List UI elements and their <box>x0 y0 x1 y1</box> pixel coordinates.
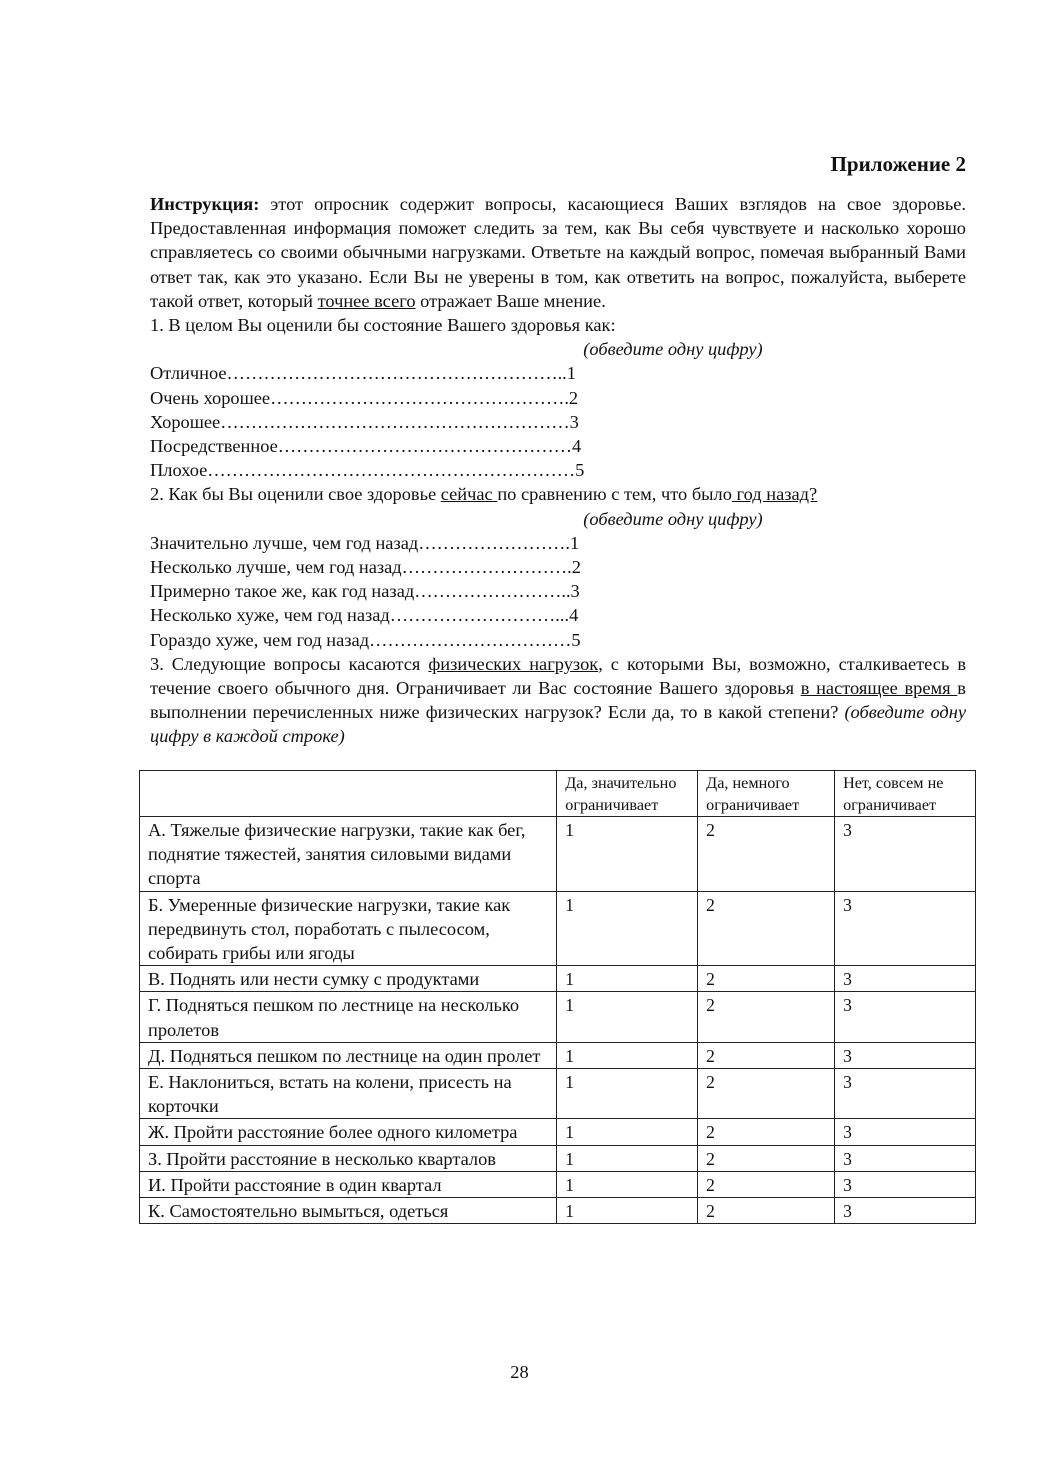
q1-option: Посредственное…………………………………………4 <box>150 436 582 457</box>
activity-label: Г. Подняться пешком по лестнице на несколько пролетов <box>140 992 557 1042</box>
q1-hint: (обведите одну цифру) <box>583 339 763 360</box>
header-yes-slightly: Да, немного ограничивает <box>698 771 835 817</box>
table-row <box>140 1069 976 1119</box>
answer-cell-2[interactable]: 2 <box>698 1171 835 1197</box>
q1-option: Очень хорошее………………………………………….2 <box>150 387 579 408</box>
activity-label: Б. Умеренные физические нагрузки, такие как передвинуть стол, поработать с пылесосом, собирать грибы или ягоды <box>140 891 557 966</box>
table-row <box>140 1198 976 1224</box>
activity-label: В. Поднять или нести сумку с продуктами <box>140 966 557 992</box>
q2-text-part: по сравнению с тем, что было <box>497 484 732 505</box>
answer-cell-1[interactable]: 1 <box>557 966 698 992</box>
table-row <box>140 966 976 992</box>
answer-cell-1[interactable]: 1 <box>557 1069 698 1119</box>
q2-option: Примерно такое же, как год назад……………………..3 <box>150 581 580 602</box>
table-row <box>140 992 976 1042</box>
activity-label: Е. Наклониться, встать на колени, присесть на корточки <box>140 1069 557 1119</box>
answer-cell-2[interactable]: 2 <box>698 1042 835 1068</box>
q3-text <box>150 652 966 749</box>
answer-cell-1[interactable]: 1 <box>557 891 698 966</box>
q1-option: Хорошее…………………………………………………3 <box>150 411 579 432</box>
q2-option: Значительно лучше, чем год назад…………………….1 <box>150 532 580 553</box>
table-header-row <box>140 771 976 817</box>
q3-text-part: 3. Следующие вопросы касаются <box>150 653 429 674</box>
header-no-not-at-all: Нет, совсем не ограничивает <box>835 771 976 817</box>
answer-cell-2[interactable]: 2 <box>698 992 835 1042</box>
answer-cell-1[interactable]: 1 <box>557 1171 698 1197</box>
instruction-text-2: отражает Ваше мнение. <box>415 290 606 311</box>
answer-cell-1[interactable]: 1 <box>557 1198 698 1224</box>
answer-cell-3[interactable]: 3 <box>835 817 976 892</box>
answer-cell-1[interactable]: 1 <box>557 992 698 1042</box>
answer-cell-1[interactable]: 1 <box>557 1145 698 1171</box>
header-activity <box>140 771 557 817</box>
activity-label: А. Тяжелые физические нагрузки, такие как бег, поднятие тяжестей, занятия силовыми видами спорта <box>140 817 557 892</box>
answer-cell-2[interactable]: 2 <box>698 1069 835 1119</box>
page-number: 28 <box>510 1362 529 1382</box>
instruction-label: Инструкция: <box>150 194 260 214</box>
activity-label: З. Пройти расстояние в несколько кварталов <box>140 1145 557 1171</box>
table-row <box>140 1119 976 1145</box>
q2-text <box>150 482 966 506</box>
answer-cell-2[interactable]: 2 <box>698 1198 835 1224</box>
activity-label: И. Пройти расстояние в один квартал <box>140 1171 557 1197</box>
q2-option: Несколько хуже, чем год назад………………………...4 <box>150 605 579 626</box>
instruction-underlined: точнее всего <box>317 290 416 311</box>
answer-cell-2[interactable]: 2 <box>698 817 835 892</box>
q3-underlined-present: в настоящее время <box>800 678 958 699</box>
table-row <box>140 891 976 966</box>
answer-cell-3[interactable]: 3 <box>835 1119 976 1145</box>
activity-label: Ж. Пройти расстояние более одного километра <box>140 1119 557 1145</box>
instruction-paragraph <box>150 192 966 313</box>
activity-limitation-table <box>139 770 976 1224</box>
answer-cell-2[interactable]: 2 <box>698 1119 835 1145</box>
answer-cell-3[interactable]: 3 <box>835 1171 976 1197</box>
activity-label: Д. Подняться пешком по лестнице на один пролет <box>140 1042 557 1068</box>
q2-option: Гораздо хуже, чем год назад……………………………5 <box>150 629 581 650</box>
table-row <box>140 1042 976 1068</box>
table-row <box>140 1145 976 1171</box>
q2-hint: (обведите одну цифру) <box>583 508 763 529</box>
answer-cell-3[interactable]: 3 <box>835 891 976 966</box>
q1-text: 1. В целом Вы оценили бы состояние Вашего здоровья как: <box>150 315 616 336</box>
q2-text-part: 2. Как бы Вы оценили свое здоровье <box>150 484 441 505</box>
activity-label: К. Самостоятельно вымыться, одеться <box>140 1198 557 1224</box>
appendix-title: Приложение 2 <box>830 152 966 176</box>
answer-cell-3[interactable]: 3 <box>835 966 976 992</box>
q2-underlined-year: год назад? <box>731 484 818 505</box>
q3-text-part: , с которыми Вы, возможно, сталкиваетесь в течение своего обычного дня. Ограничивает ли Вас состояние Вашего здоровья <box>150 653 967 699</box>
header-yes-significantly: Да, значительно ограничивает <box>557 771 698 817</box>
q1-option: Отличное………………………………………………..1 <box>150 363 576 384</box>
answer-cell-2[interactable]: 2 <box>698 891 835 966</box>
answer-cell-3[interactable]: 3 <box>835 992 976 1042</box>
q1-option: Плохое……………………………………………………5 <box>150 460 585 481</box>
document-page <box>150 150 966 749</box>
answer-cell-1[interactable]: 1 <box>557 817 698 892</box>
q3-hint: (обведите одну цифру в каждой строке) <box>150 702 966 747</box>
q3-underlined-physical: физических нагрузок <box>428 653 599 674</box>
answer-cell-2[interactable]: 2 <box>698 966 835 992</box>
answer-cell-3[interactable]: 3 <box>835 1042 976 1068</box>
q2-underlined-now: сейчас <box>440 484 498 505</box>
instruction-text-1: этот опросник содержит вопросы, касающиеся Ваших взглядов на свое здоровье. Предоставленная информация поможет следить за тем, как Вы себя чувствуете и насколько хорошо справляетесь со своими обычными нагрузками. Ответьте на каждый вопрос, помечая выбранный Вами ответ так, как это указано. Если Вы не уверены в том, как ответить на вопрос, пожалуйста, выберете такой ответ, который <box>150 194 966 311</box>
answer-cell-3[interactable]: 3 <box>835 1069 976 1119</box>
answer-cell-3[interactable]: 3 <box>835 1198 976 1224</box>
q2-option: Несколько лучше, чем год назад……………………….2 <box>150 557 581 578</box>
answer-cell-1[interactable]: 1 <box>557 1119 698 1145</box>
answer-cell-3[interactable]: 3 <box>835 1145 976 1171</box>
answer-cell-1[interactable]: 1 <box>557 1042 698 1068</box>
q3-text-part: в выполнении перечисленных ниже физических нагрузок? Если да, то в какой степени? <box>150 678 966 723</box>
table-row <box>140 817 976 892</box>
table-row <box>140 1171 976 1197</box>
answer-cell-2[interactable]: 2 <box>698 1145 835 1171</box>
